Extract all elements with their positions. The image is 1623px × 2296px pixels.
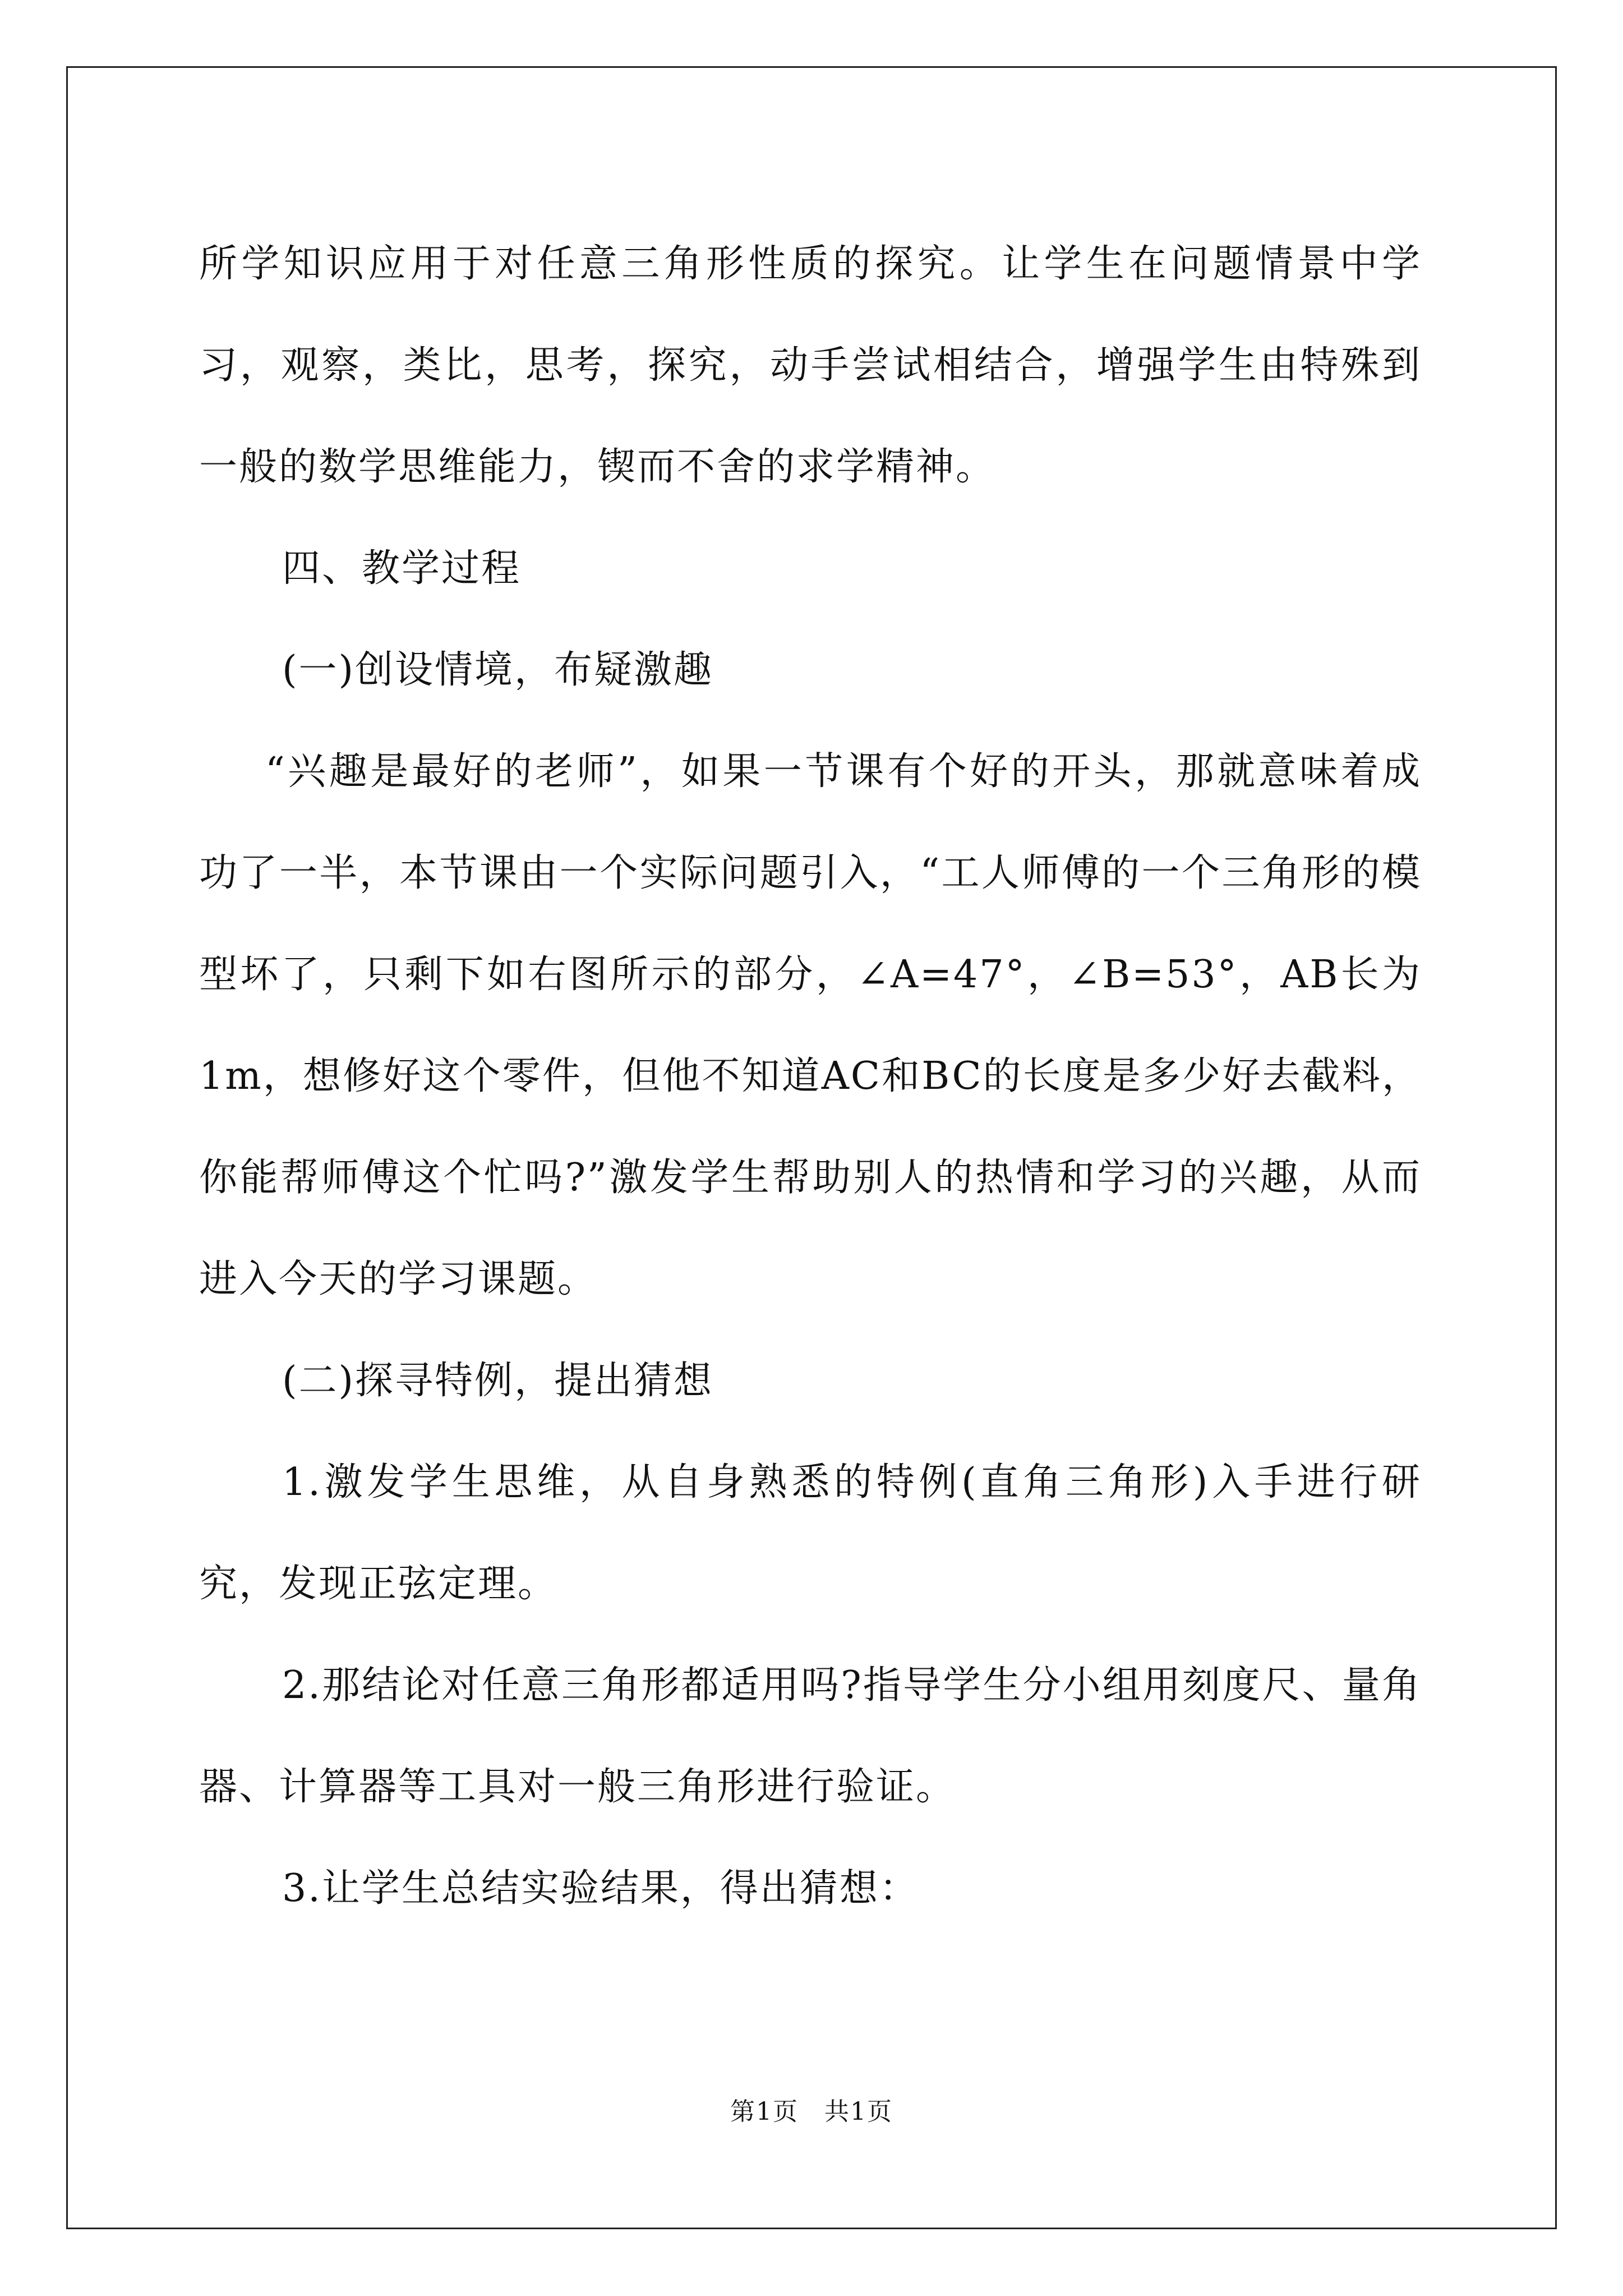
page-number-footer: 第1页 共1页 [730, 2097, 893, 2126]
subsection-heading-2: (二)探寻特例，提出猜想 [282, 1359, 714, 1403]
list-item-2: 2.那结论对任意三角形都适用吗?指导学生分小组用刻度尺、量角器、计算器等工具对一般三角形进行验证。 [199, 1663, 1422, 1809]
paragraph-objectives-continued: 所学知识应用于对任意三角形性质的探究。让学生在问题情景中学习，观察，类比，思考，探究，动手尝试相结合，增强学生由特殊到一般的数学思维能力，锲而不舍的求学精神。 [199, 242, 1422, 489]
section-heading-teaching-process: 四、教学过程 [282, 546, 522, 591]
paragraph-introduction: “兴趣是最好的老师”，如果一节课有个好的开头，那就意味着成功了一半，本节课由一个实际问题引入，“工人师傅的一个三角形的模型坏了，只剩下如右图所示的部分，∠A=47°，∠B=53°，AB长为1m，想修好这个零件，但他不知道AC和BC的长度是多少好去截料，你能帮师傅这个忙吗?”激发学生帮助别人的热情和学习的兴趣，从而进入今天的学习课题。 [199, 749, 1422, 1301]
list-item-1: 1.激发学生思维，从自身熟悉的特例(直角三角形)入手进行研究，发现正弦定理。 [199, 1460, 1422, 1606]
document-body [199, 213, 1422, 1939]
list-item-3: 3.让学生总结实验结果，得出猜想： [282, 1866, 919, 1911]
subsection-heading-1: (一)创设情境，布疑激趣 [282, 648, 714, 692]
